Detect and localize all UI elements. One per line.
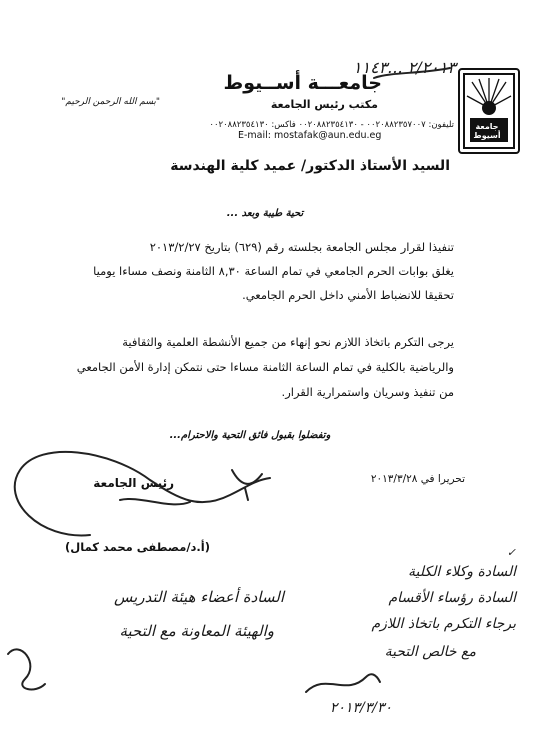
greeting: تحية طيبة وبعد ... (226, 208, 304, 219)
handwritten-note-left-2: والهيئة المعاونة مع التحية (119, 622, 274, 640)
university-name: جامعـــة أســيوط (223, 72, 382, 94)
body-p1-line1: تنفيذا لقرار مجلس الجامعة بجلسته رقم (٦٢٩) بتاريخ ٢٠١٣/٢/٢٧ (149, 240, 454, 254)
body-p1-line3: تحقيقا للانضباط الأمني داخل الحرم الجامعي. (242, 288, 454, 302)
body-p1-line2: يغلق بوابات الحرم الجامعي في تمام الساعة ٨,٣٠ الثامنة ونصف مساءا يوميا (93, 264, 454, 278)
handwritten-note-3: برجاء التكرم باتخاذ اللازم (371, 616, 516, 632)
handwritten-date: ٢٠١٣/٣/٣٠ (329, 700, 392, 716)
office-title: مكتب رئيس الجامعة (270, 98, 378, 111)
handwritten-note-left-1: السادة أعضاء هيئة التدريس (114, 588, 284, 606)
body-p2-line3: من تنفيذ وسريان واستمرارية القرار. (281, 385, 454, 399)
reference-underline (370, 50, 455, 84)
body-p2-line1: يرجى التكرم باتخاذ اللازم نحو إنهاء من جميع الأنشطة العلمية والثقافية (122, 335, 454, 349)
handwritten-initials (296, 662, 386, 702)
closing: وتفضلوا بقبول فائق التحية والاحترام... (169, 430, 331, 441)
contact-email: E-mail: mostafak@aun.edu.eg (238, 130, 382, 141)
handwritten-mark-left (0, 634, 60, 704)
handwritten-note-1: السادة وكلاء الكلية (408, 564, 516, 580)
date-line: تحريرا في ٢٠١٣/٣/٢٨ (370, 473, 465, 485)
body-p2-line2: والرياضية بالكلية في تمام الساعة الثامنة مساءا حتى نتمكن إدارة الأمن الجامعي (76, 360, 454, 374)
signature-scribble (0, 440, 290, 560)
handwritten-note-4: مع خالص التحية (384, 644, 476, 660)
handwritten-note-2: السادة رؤساء الأقسام (388, 590, 516, 606)
contact-numbers: تليفون: ٠٠٢٠٨٨٢٣٥٧٠٠٧ - ٠٠٢٠٨٨٢٣٥٤١٣٠ فاكس: ٠٠٢٠٨٨٢٣٥٤١٣٠ (209, 120, 454, 130)
basmala: "بسم الله الرحمن الرحيم" (61, 97, 160, 107)
addressee: السيد الأستاذ الدكتور/ عميد كلية الهندسة (170, 158, 450, 174)
signature-title: رئيس الجامعة (93, 476, 174, 490)
handwritten-reference: ٢/٢٠١٣ ...١١٤٣ (352, 58, 456, 77)
signatory-name: (أ.د/مصطفى محمد كمال) (65, 540, 210, 554)
handwritten-note-greeting: ✓ (506, 546, 516, 559)
logo-text: جامعة أسيوط (473, 122, 501, 140)
university-logo (458, 68, 520, 154)
